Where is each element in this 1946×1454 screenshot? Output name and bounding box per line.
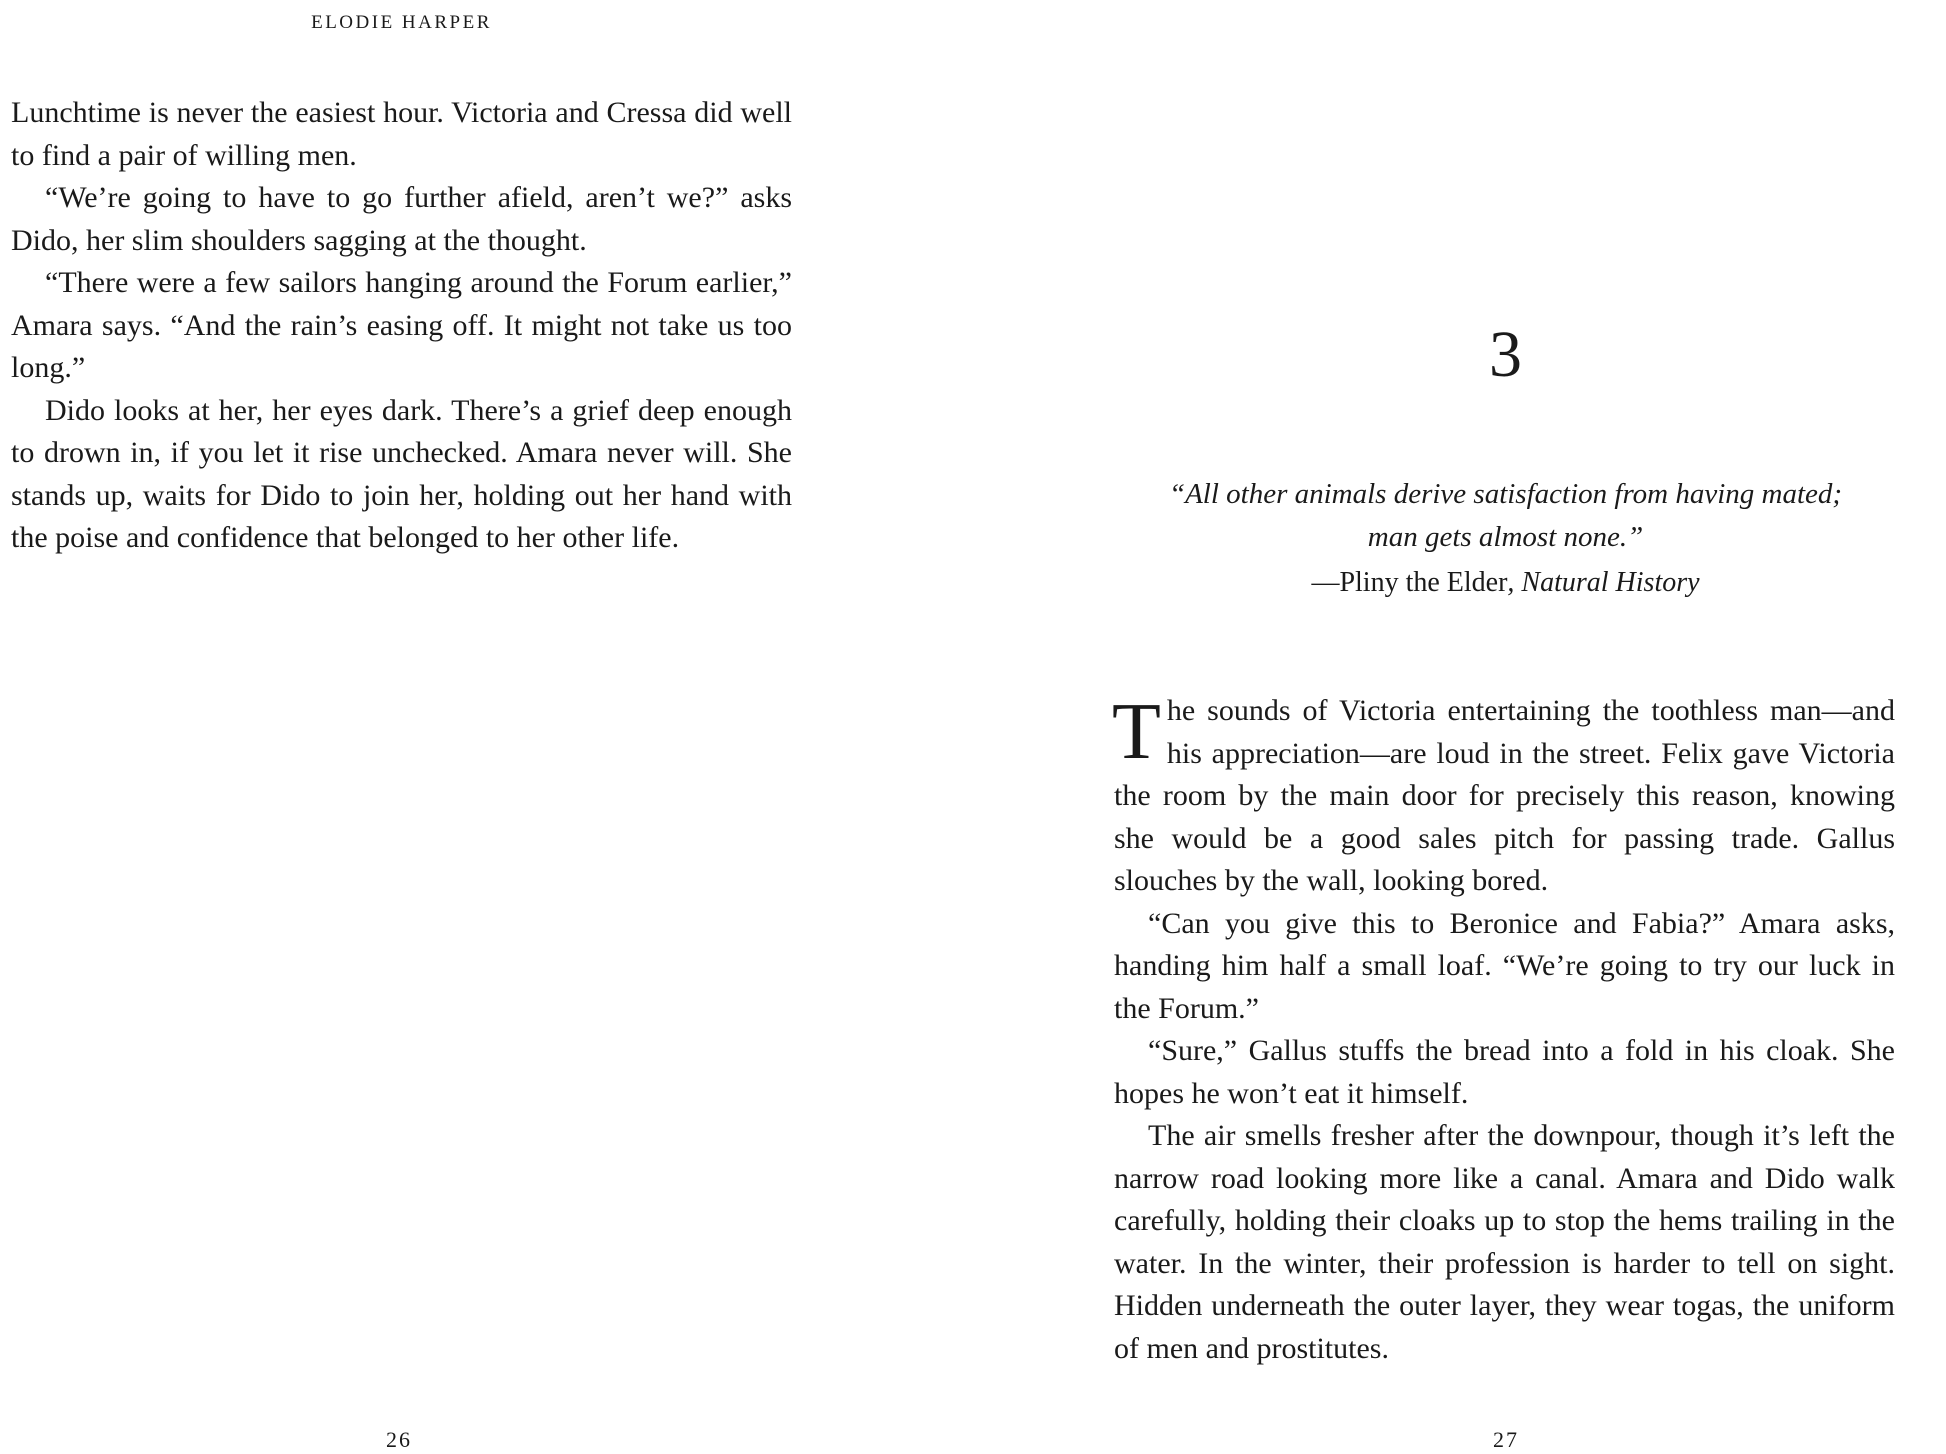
paragraph: Dido looks at her, her eyes dark. There’s a grief deep enough to drown in, if you let it rise unchecked. Amara never will. She stands up, waits for Dido to join her, holding out her hand with the poise and confidence that belonged to her other life. xyxy=(11,393,792,554)
epigraph-work: Natural History xyxy=(1521,567,1700,598)
paragraph: “Can you give this to Beronice and Fabia?” Amara asks, handing him half a small loaf. “We’re going to try our luck in the Forum.” xyxy=(1114,906,1895,1025)
chapter-number: 3 xyxy=(1489,318,1522,391)
paragraph: “We’re going to have to go further afield, aren’t we?” asks Dido, her slim shoulders sagging at the thought. xyxy=(11,181,792,257)
paragraph: “Sure,” Gallus stuffs the bread into a fold in his cloak. She hopes he won’t eat it himself. xyxy=(1114,1034,1895,1110)
running-head: ELODIE HARPER xyxy=(311,12,492,33)
page-number: 27 xyxy=(1493,1427,1519,1452)
epigraph-quote-line: man gets almost none.” xyxy=(1367,521,1644,553)
epigraph xyxy=(973,473,1946,607)
epigraph-author: —Pliny the Elder xyxy=(1311,567,1508,598)
epigraph-quote-line: “All other animals derive satisfaction from having mated; xyxy=(1168,478,1843,510)
page-number: 26 xyxy=(386,1427,412,1452)
opening-paragraph-text: he sounds of Victoria entertaining the toothless man—and his appreciation—are loud in the street. Felix gave Victoria the room by the main door for precisely this reason, knowing she would be a good sales pitch for passing trade. Gallus slouches by the wall, looking bored. xyxy=(1114,694,1895,897)
paragraph: The air smells fresher after the downpour, though it’s left the narrow road looking more like a canal. Amara and Dido walk carefully, holding their cloaks up to stop the hems trailing in the water. In the winter, their profession is harder to tell on sight. Hidden underneath the outer layer, they wear togas, the uniform of men and prostitutes. xyxy=(1114,1119,1895,1365)
right-page xyxy=(973,0,1946,1454)
right-page-body xyxy=(1114,690,1895,1370)
drop-cap: T xyxy=(1112,688,1161,776)
opening-paragraph xyxy=(1114,690,1895,903)
paragraph: Lunchtime is never the easiest hour. Victoria and Cressa did well to find a pair of willing men. xyxy=(11,96,792,172)
left-page-body xyxy=(11,92,792,560)
paragraph: “There were a few sailors hanging around the Forum earlier,” Amara says. “And the rain’s easing off. It might not take us too long.” xyxy=(11,266,792,384)
epigraph-separator: , xyxy=(1507,567,1522,598)
epigraph-attribution xyxy=(973,559,1946,607)
